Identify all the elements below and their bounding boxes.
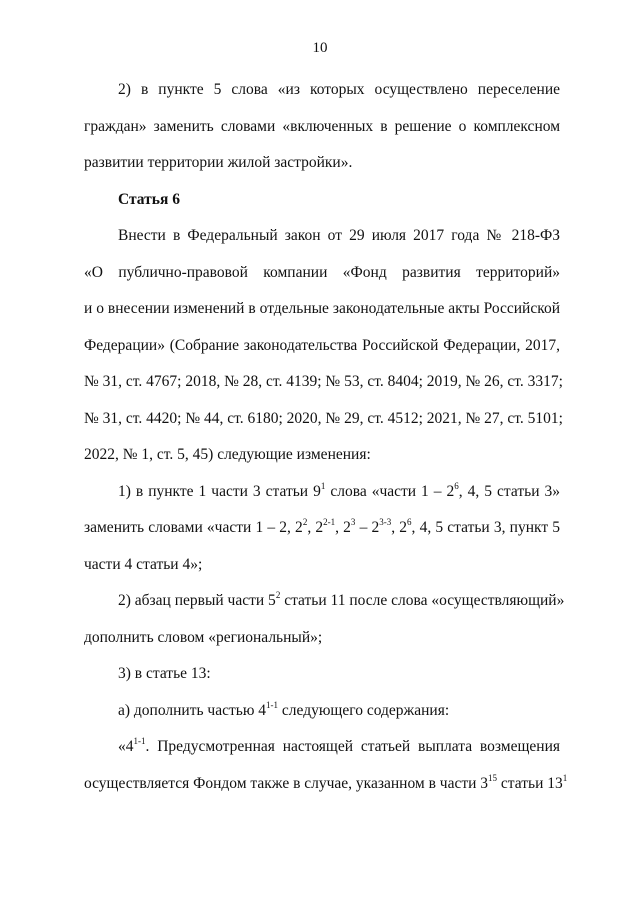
text-line: осуществляется Фондом также в случае, указанном в части $3^{15}$ статьи $13^1$ [84,772,568,792]
text-line: 2022, № 1, ст. 5, 45) следующие изменения: [84,446,371,463]
text-line: граждан» заменить словами «включенных в решение о комплексном [84,118,560,135]
text-line: Федерации» (Собрание законодательства Российской Федерации, 2017, [84,337,560,354]
text-line: 1) в пункте 1 части 3 статьи $9^1$ слова «части $1 - 2^6$, 4, 5 статьи 3» [118,480,560,500]
text-line: 2) абзац первый части $5^2$ статьи 11 после слова «осуществляющий» [118,589,565,609]
text-line: 3) в статье 13: [118,665,211,682]
text-line: Внести в Федеральный закон от 29 июля 2017 года № 218-ФЗ [118,227,560,244]
text-line: № 31, ст. 4420; № 44, ст. 6180; 2020, № 29, ст. 4512; 2021, № 27, ст. 5101; [84,410,563,427]
text-line: «4$^{1-1}$. Предусмотренная настоящей статьей выплата возмещения [118,735,560,755]
text-line: а) дополнить частью 4$^{1-1}$ следующего содержания: [118,699,450,719]
article-title: Статья 6 [118,191,180,208]
page-number: 10 [312,40,328,56]
text-line: развитии территории жилой застройки». [84,154,353,171]
text-line: дополнить словом «региональный»; [84,629,323,646]
text-line: № 31, ст. 4767; 2018, № 28, ст. 4139; № 53, ст. 8404; 2019, № 26, ст. 3317; [84,373,563,390]
text-line: и о внесении изменений в отдельные законодательные акты Российской [84,300,560,317]
text-line: «О публично-правовой компании «Фонд развития территорий» [84,264,560,281]
text-line: заменить словами «части 1 – 2, $2^2$, 2$^{2-1}$, $2^3 - 2^{3-3}$, $2^6$, 4, 5 статьи 3, пункт 5 [84,516,561,536]
text-line: 2) в пункте 5 слова «из которых осуществлено переселение [118,81,560,98]
text-line: части 4 статьи 4»; [84,556,203,573]
